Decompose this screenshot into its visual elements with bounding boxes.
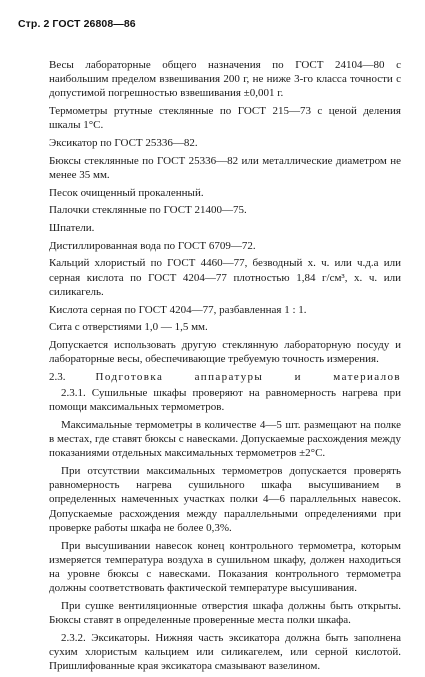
paragraph-control-thermometer: При высушивании навесок конец контрольного термометра, которым измеряется температура воздуха в сушильном шкафу, должен находиться на уровне бюксы с навесками. Показания контрольного термометра должны соответствовать фактической температуре высушивания. [49, 539, 401, 595]
paragraph-calcium-chloride: Кальций хлористый по ГОСТ 4460—77, безводный х. ч. или ч.д.а или серная кислота по ГОСТ 4204—77 плотностью 1,84 г/см³, х. ч. или силикагель. [49, 257, 401, 298]
paragraph-desiccator: Эксикатор по ГОСТ 25336—82. [49, 137, 198, 150]
paragraph-2-3-1: 2.3.1. Сушильные шкафы проверяют на равномерность нагрева при помощи максимальных термометров. [49, 387, 401, 414]
paragraph-no-max-thermometers: При отсутствии максимальных термометров допускается проверять равномерность нагрева сушильного шкафа высушиванием в определенных намеченных участках полки 4—6 параллельных навесок. Допускаемые расхождения между параллельными определениями при проверке работы шкафа не более 0,3%. [49, 465, 401, 534]
paragraph-spatulas: Шпатели. [49, 222, 95, 235]
paragraph-other-equipment: Допускается использовать другую стеклянную лабораторную посуду и лабораторные весы, обеспечивающие требуемую точность измерения. [49, 338, 401, 366]
paragraph-ventilation: При сушке вентиляционные отверстия шкафа должны быть открыты. Бюксы ставят в определенные проверенные места полки шкафа. [49, 599, 401, 627]
paragraph-distilled-water: Дистиллированная вода по ГОСТ 6709—72. [49, 239, 256, 252]
paragraph-weighing-bottles: Бюксы стеклянные по ГОСТ 25336—82 или металлические диаметром не менее 35 мм. [49, 154, 401, 181]
paragraph-sand: Песок очищенный прокаленный. [49, 186, 204, 199]
paragraph-scales: Весы лабораторные общего назначения по ГОСТ 24104—80 с наибольшим пределом взвешивания 200 г, не ниже 3-го класса точности с допустимой погрешностью взвешивания ±0,001 г. [49, 59, 401, 100]
section-title: Подготовка аппаратуры и материалов [95, 370, 402, 383]
page-header: Стр. 2 ГОСТ 26808—86 [18, 18, 136, 30]
document-body [49, 58, 401, 677]
paragraph-2-3-2: 2.3.2. Эксикаторы. Нижняя часть эксикатора должна быть заполнена сухим хлористым кальцием или силикагелем, или серной кислотой. Пришлифованные края эксикатора смазывают вазелином. [49, 631, 401, 673]
paragraph-glass-rods: Палочки стеклянные по ГОСТ 21400—75. [49, 204, 247, 217]
section-heading [49, 370, 401, 384]
section-number: 2.3. [49, 370, 66, 383]
paragraph-max-thermometers: Максимальные термометры в количестве 4—5 шт. размещают на полке в местах, где ставят бюксы с навесками. Допускаемые расхождения между показаниями отдельных максимальных термометров ±2°С. [49, 418, 401, 460]
paragraph-sieves: Сита с отверстиями 1,0 — 1,5 мм. [49, 321, 208, 334]
paragraph-sulfuric-acid: Кислота серная по ГОСТ 4204—77, разбавленная 1 : 1. [49, 303, 307, 316]
paragraph-thermometers: Термометры ртутные стеклянные по ГОСТ 215—73 с ценой деления шкалы 1°С. [49, 105, 401, 132]
